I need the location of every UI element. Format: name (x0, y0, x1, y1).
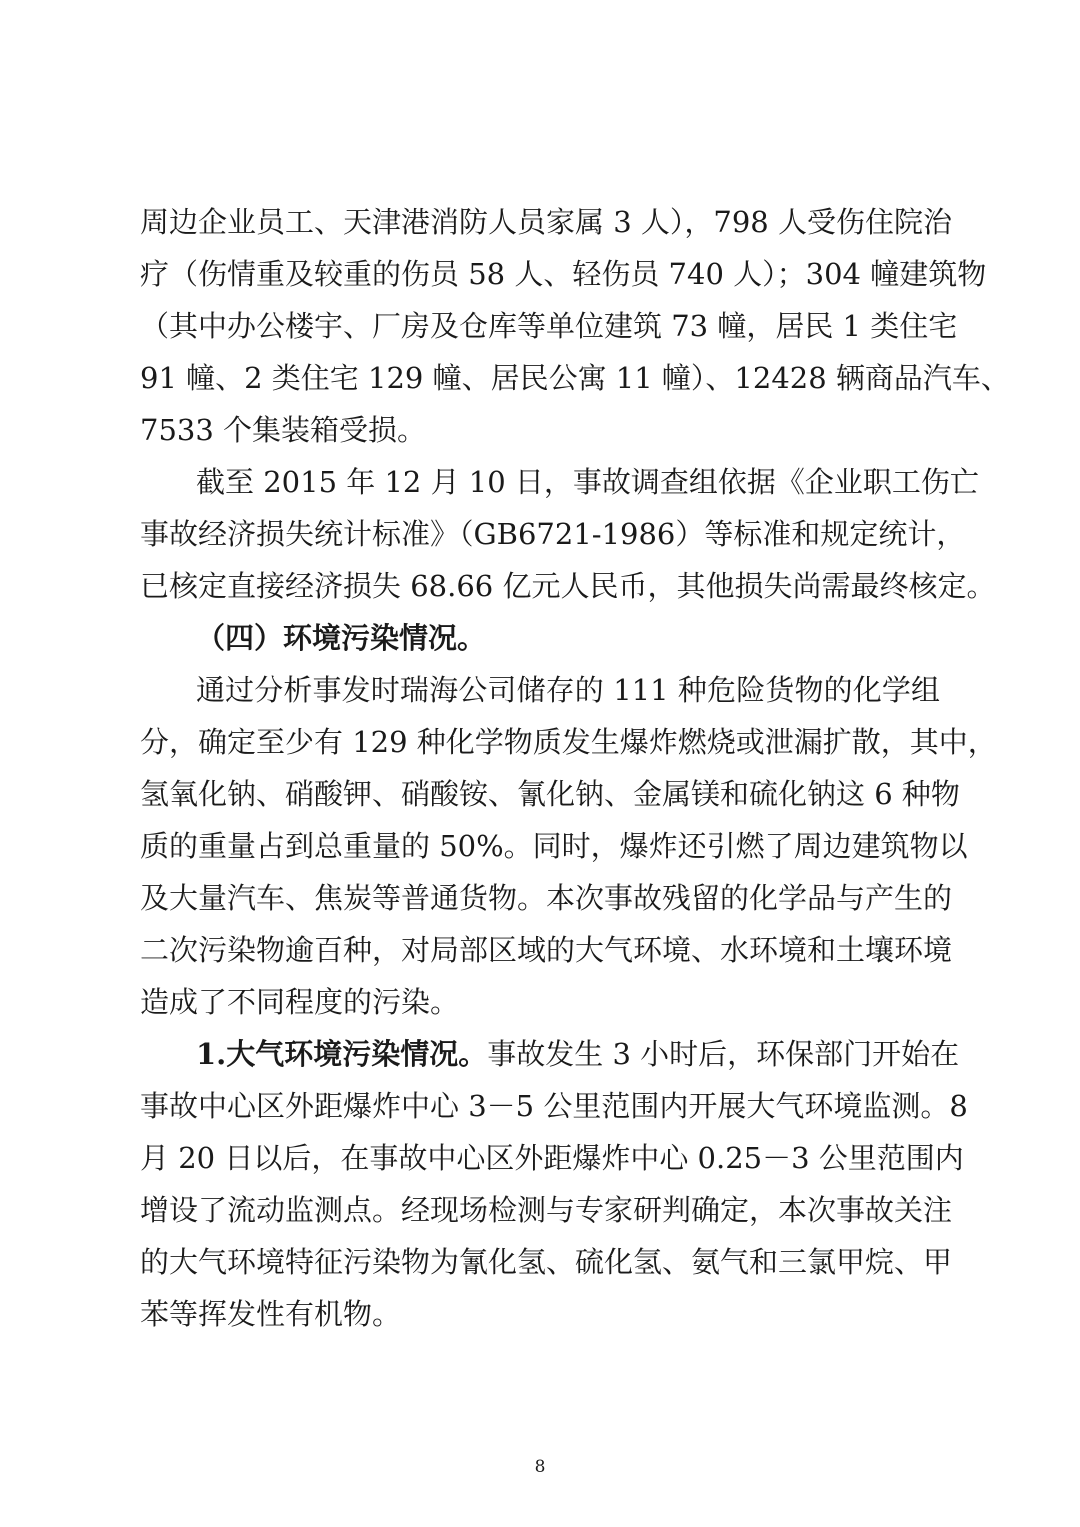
text-line-14: 及大量汽车、焦炭等普通货物。本次事故残留的化学品与产生的 (140, 881, 953, 915)
text-line-3: （其中办公楼宇、厂房及仓库等单位建筑 73 幢，居民 1 类住宅 (140, 309, 958, 343)
text-line-8: 已核定直接经济损失 68.66 亿元人民币，其他损失尚需最终核定。 (140, 569, 996, 603)
text-line-16: 造成了不同程度的污染。 (140, 985, 460, 1019)
text-line-10: 通过分析事发时瑞海公司储存的 111 种危险货物的化学组 (196, 673, 940, 707)
page-number: 8 (534, 1457, 546, 1477)
text-line-6: 截至 2015 年 12 月 10 日，事故调查组依据《企业职工伤亡 (196, 465, 979, 499)
section-heading-environment: （四）环境污染情况。 (196, 621, 487, 655)
subheading-air-pollution: 1.大气环境污染情况。 (196, 1037, 488, 1071)
text-line-13: 质的重量占到总重量的 50%。同时，爆炸还引燃了周边建筑物以 (140, 829, 968, 863)
text-line-18: 事故中心区外距爆炸中心 3－5 公里范围内开展大气环境监测。8 (140, 1089, 968, 1123)
text-line-22: 苯等挥发性有机物。 (140, 1297, 402, 1331)
text-line-4: 91 幢、2 类住宅 129 幢、居民公寓 11 幢）、12428 辆商品汽车、 (140, 361, 1010, 395)
text-line-7: 事故经济损失统计标准》（GB6721-1986）等标准和规定统计， (140, 517, 966, 551)
text-line-2: 疗（伤情重及较重的伤员 58 人、轻伤员 740 人）；304 幢建筑物 (140, 257, 987, 291)
text-line-17-rest: 事故发生 3 小时后，环保部门开始在 (487, 1037, 960, 1071)
text-line-1: 周边企业员工、天津港消防人员家属 3 人），798 人受伤住院治 (140, 205, 952, 239)
text-line-20: 增设了流动监测点。经现场检测与专家研判确定，本次事故关注 (140, 1193, 953, 1227)
text-line-17 (196, 1034, 960, 1074)
text-line-21: 的大气环境特征污染物为氰化氢、硫化氢、氨气和三氯甲烷、甲 (140, 1245, 953, 1279)
text-line-11: 分，确定至少有 129 种化学物质发生爆炸燃烧或泄漏扩散，其中， (140, 725, 997, 759)
text-line-19: 月 20 日以后，在事故中心区外距爆炸中心 0.25－3 公里范围内 (140, 1141, 964, 1175)
text-line-12: 氢氧化钠、硝酸钾、硝酸铵、氰化钠、金属镁和硫化钠这 6 种物 (140, 777, 960, 811)
text-line-5: 7533 个集装箱受损。 (140, 413, 427, 447)
text-line-15: 二次污染物逾百种，对局部区域的大气环境、水环境和土壤环境 (140, 933, 953, 967)
